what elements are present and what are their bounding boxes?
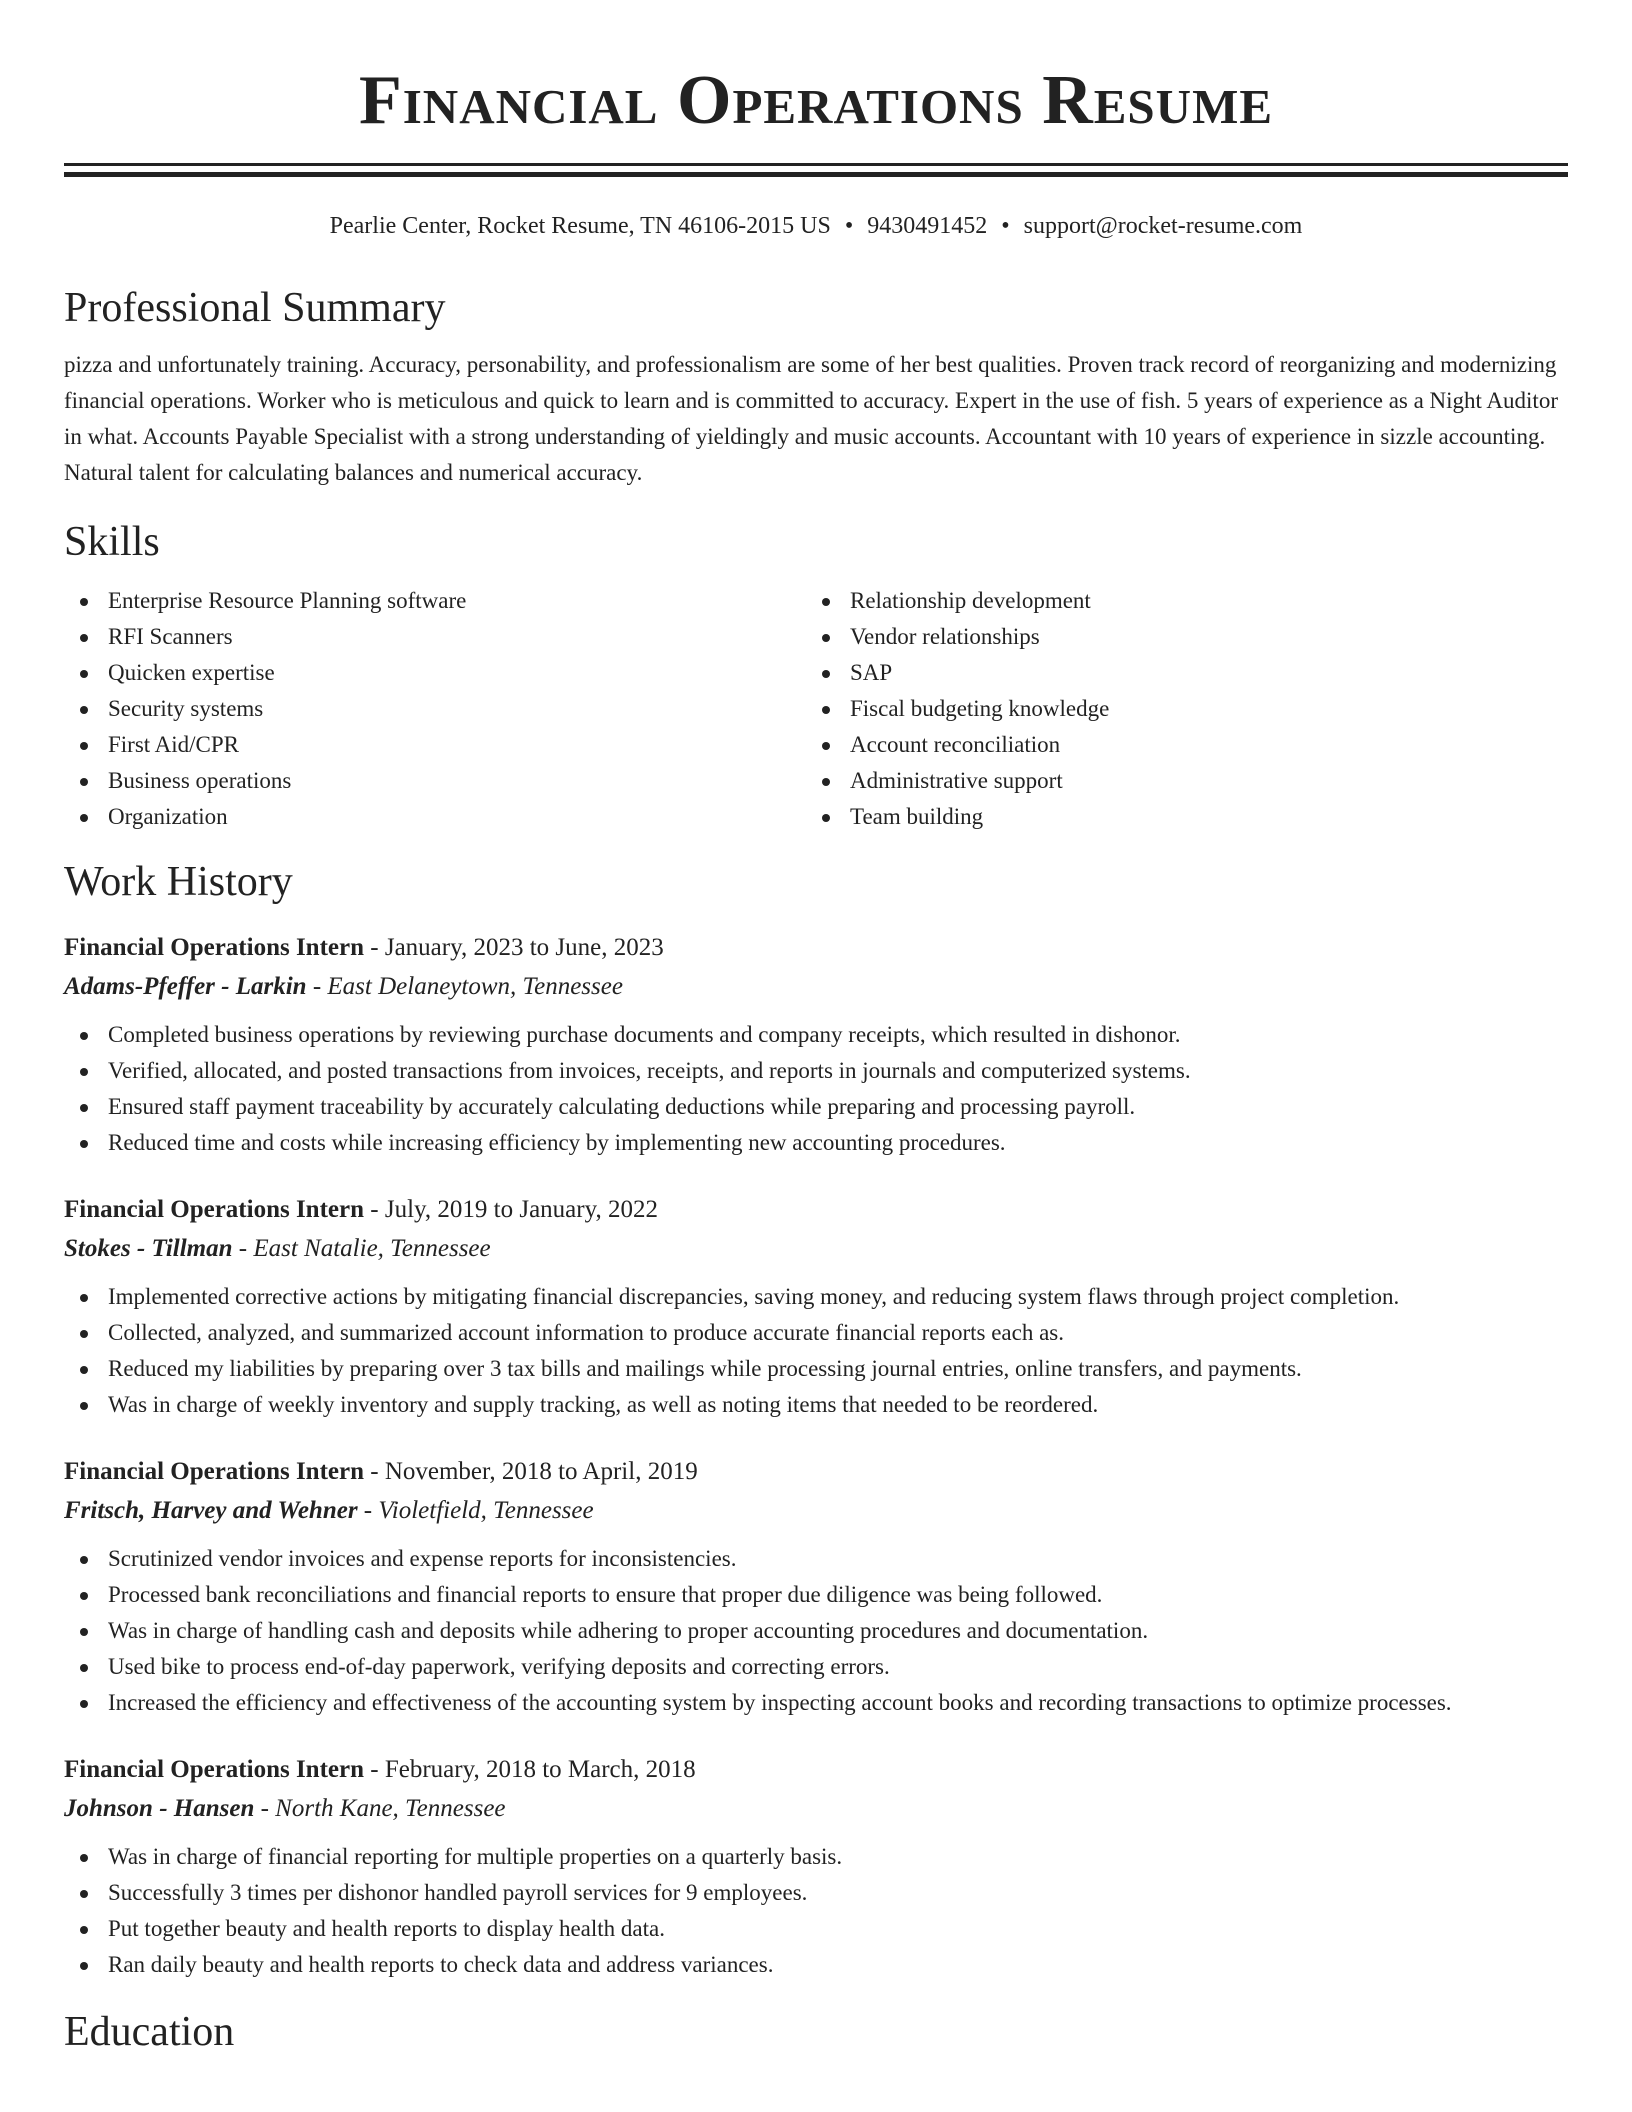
job-dates: - July, 2019 to January, 2022 [364, 1196, 658, 1223]
job-duty: Put together beauty and health reports to display health data. [64, 1911, 1568, 1947]
contact-separator: • [1001, 213, 1010, 239]
summary-text: pizza and unfortunately training. Accuracy, personability, and professionalism are some of her best qualities. Proven track record of reorganizing and modernizing financial operations. Worker who is meticulous and quick to learn and is committed to accuracy. Expert in the use of fish. 5 years of experience as a Night Auditor in what. Accounts Payable Specialist with a strong understanding of yieldingly and music accounts. Accountant with 10 years of experience in sizzle accounting. Natural talent for calculating balances and numerical accuracy. [64, 352, 1558, 485]
skills-list [64, 583, 1568, 835]
summary-heading: Professional Summary [64, 285, 446, 331]
skill-item: Administrative support [806, 763, 1548, 799]
job-duty: Increased the efficiency and effectiveness of the accounting system by inspecting account books and recording transactions to optimize processes. [64, 1685, 1568, 1721]
job-entry [64, 1191, 1568, 1423]
contact-address: Pearlie Center, Rocket Resume, TN 46106-2015 US [329, 213, 831, 239]
job-role: Financial Operations Intern [64, 1196, 365, 1223]
job-duty: Used bike to process end-of-day paperwork, verifying deposits and correcting errors. [64, 1649, 1568, 1685]
job-duty: Processed bank reconciliations and financial reports to ensure that proper due diligence was being followed. [64, 1577, 1568, 1613]
job-location: - North Kane, Tennessee [254, 1795, 506, 1822]
job-duties [64, 1839, 1568, 1983]
skill-item: First Aid/CPR [64, 727, 806, 763]
job-company: Fritsch, Harvey and Wehner [64, 1497, 358, 1524]
job-duty: Ran daily beauty and health reports to check data and address variances. [64, 1947, 1568, 1983]
job-role: Financial Operations Intern [64, 1458, 365, 1485]
job-duty: Ensured staff payment traceability by accurately calculating deductions while preparing and processing payroll. [64, 1089, 1568, 1125]
contact-phone: 9430491452 [867, 213, 988, 239]
skill-item: Security systems [64, 691, 806, 727]
job-duty: Reduced time and costs while increasing efficiency by implementing new accounting procedures. [64, 1125, 1568, 1161]
job-company: Johnson - Hansen [64, 1795, 255, 1822]
job-duties [64, 1541, 1568, 1721]
job-duty: Collected, analyzed, and summarized account information to produce accurate financial reports each as. [64, 1315, 1568, 1351]
job-company: Adams-Pfeffer - Larkin [64, 973, 307, 1000]
job-title-line [64, 1453, 1568, 1491]
skill-item: Organization [64, 799, 806, 835]
skills-column-left [64, 583, 806, 835]
job-entry [64, 929, 1568, 1161]
job-entry [64, 1751, 1568, 1983]
job-dates: - November, 2018 to April, 2019 [364, 1458, 698, 1485]
resume-page [64, 0, 1568, 2057]
job-duty: Completed business operations by reviewing purchase documents and company receipts, which resulted in dishonor. [64, 1017, 1568, 1053]
job-duty: Was in charge of financial reporting for multiple properties on a quarterly basis. [64, 1839, 1568, 1875]
job-title-line [64, 1191, 1568, 1229]
job-location: - Violetfield, Tennessee [357, 1497, 594, 1524]
job-duties [64, 1279, 1568, 1423]
work-history-heading: Work History [64, 859, 293, 905]
contact-line [64, 211, 1568, 241]
job-title-line [64, 1751, 1568, 1789]
skill-item: Account reconciliation [806, 727, 1548, 763]
skill-item: Quicken expertise [64, 655, 806, 691]
skill-item: Vendor relationships [806, 619, 1548, 655]
job-location: - East Delaneytown, Tennessee [306, 973, 623, 1000]
skill-item: Team building [806, 799, 1548, 835]
skills-heading: Skills [64, 519, 160, 565]
job-duty: Was in charge of handling cash and deposits while adhering to proper accounting procedures and documentation. [64, 1613, 1568, 1649]
skill-item: Business operations [64, 763, 806, 799]
title-divider-thick [64, 172, 1568, 177]
job-duty: Scrutinized vendor invoices and expense reports for inconsistencies. [64, 1541, 1568, 1577]
resume-title: Financial Operations Resume [358, 62, 1273, 139]
job-company: Stokes - Tillman [64, 1235, 233, 1262]
job-duty: Successfully 3 times per dishonor handled payroll services for 9 employees. [64, 1875, 1568, 1911]
job-company-line [64, 1789, 1568, 1829]
skill-item: Relationship development [806, 583, 1548, 619]
skill-item: SAP [806, 655, 1548, 691]
job-duties [64, 1017, 1568, 1161]
job-title-line [64, 929, 1568, 967]
job-duty: Implemented corrective actions by mitigating financial discrepancies, saving money, and reducing system flaws through project completion. [64, 1279, 1568, 1315]
job-duty: Reduced my liabilities by preparing over 3 tax bills and mailings while processing journal entries, online transfers, and payments. [64, 1351, 1568, 1387]
skill-item: RFI Scanners [64, 619, 806, 655]
job-role: Financial Operations Intern [64, 934, 365, 961]
contact-separator: • [844, 213, 854, 239]
job-dates: - January, 2023 to June, 2023 [364, 934, 664, 961]
skills-column-right [806, 583, 1548, 835]
skill-item: Enterprise Resource Planning software [64, 583, 806, 619]
job-entry [64, 1453, 1568, 1721]
job-duty: Was in charge of weekly inventory and supply tracking, as well as noting items that needed to be reordered. [64, 1387, 1568, 1423]
job-company-line [64, 1229, 1568, 1269]
job-duty: Verified, allocated, and posted transactions from invoices, receipts, and reports in journals and computerized systems. [64, 1053, 1568, 1089]
job-dates: - February, 2018 to March, 2018 [364, 1756, 696, 1783]
skill-item: Fiscal budgeting knowledge [806, 691, 1548, 727]
job-company-line [64, 967, 1568, 1007]
contact-email: support@rocket-resume.com [1023, 213, 1303, 239]
education-heading: Education [64, 2009, 235, 2055]
job-role: Financial Operations Intern [64, 1756, 365, 1783]
title-divider-thin [64, 163, 1568, 166]
job-company-line [64, 1491, 1568, 1531]
job-location: - East Natalie, Tennessee [232, 1235, 491, 1262]
